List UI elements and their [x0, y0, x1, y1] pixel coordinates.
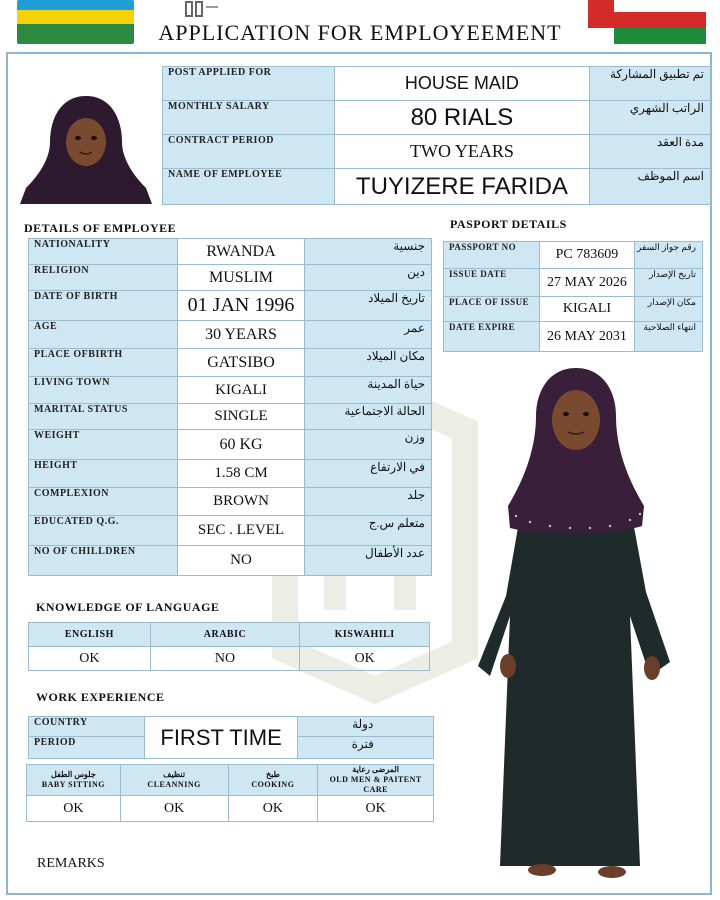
contract-row	[163, 135, 711, 169]
name-row	[163, 169, 711, 205]
work-heading: WORK EXPERIENCE	[36, 690, 165, 704]
details-value: BROWN	[177, 488, 305, 516]
details-row	[29, 321, 432, 349]
page-title: APPLICATION FOR EMPLOYEEMENT	[158, 20, 562, 45]
language-header-arabic: ARABIC	[150, 623, 300, 647]
skill-arabic: طبخ	[265, 770, 280, 779]
details-value: KIGALI	[177, 377, 305, 404]
details-arabic: عمر	[305, 321, 432, 349]
passport-value: 26 MAY 2031	[539, 322, 635, 352]
portrait-photo	[20, 92, 152, 204]
details-value: RWANDA	[177, 239, 305, 265]
details-arabic: دين	[305, 265, 432, 291]
passport-row	[444, 297, 703, 322]
details-arabic: جنسية	[305, 239, 432, 265]
details-row	[29, 265, 432, 291]
details-row	[29, 546, 432, 576]
post-value: HOUSE MAID	[334, 67, 590, 101]
details-arabic: في الارتفاع	[305, 460, 432, 488]
contract-label: CONTRACT PERIOD	[163, 135, 335, 169]
agency-logo	[184, 0, 224, 18]
skill-value: OK	[120, 796, 228, 822]
skill-value: OK	[318, 796, 434, 822]
language-header-english: ENGLISH	[29, 623, 151, 647]
passport-row	[444, 322, 703, 352]
work-table	[28, 716, 434, 759]
details-value: 01 JAN 1996	[177, 291, 305, 321]
salary-row	[163, 101, 711, 135]
passport-value: KIGALI	[539, 297, 635, 322]
skill-value: OK	[228, 796, 318, 822]
skill-label: COOKING	[251, 780, 295, 789]
post-row	[163, 67, 711, 101]
details-label: RELIGION	[29, 265, 178, 291]
contract-arabic: مدة العقد	[590, 135, 711, 169]
details-arabic: عدد الأطفال	[305, 546, 432, 576]
details-row	[29, 488, 432, 516]
passport-value: 27 MAY 2026	[539, 269, 635, 297]
language-value-arabic: NO	[150, 647, 300, 671]
details-table	[28, 238, 432, 576]
details-label: MARITAL STATUS	[29, 404, 178, 430]
language-value-english: OK	[29, 647, 151, 671]
details-value: MUSLIM	[177, 265, 305, 291]
details-value: 1.58 CM	[177, 460, 305, 488]
skill-header	[27, 765, 121, 796]
details-value: SINGLE	[177, 404, 305, 430]
details-label: AGE	[29, 321, 178, 349]
work-experience-value: FIRST TIME	[144, 717, 298, 759]
details-label: COMPLEXION	[29, 488, 178, 516]
details-label: LIVING TOWN	[29, 377, 178, 404]
name-arabic: اسم الموظف	[590, 169, 711, 205]
skills-table	[26, 764, 434, 822]
salary-label: MONTHLY SALARY	[163, 101, 335, 135]
passport-arabic: مكان الإصدار	[635, 297, 703, 322]
details-arabic: حياة المدينة	[305, 377, 432, 404]
full-body-photo	[470, 366, 682, 880]
language-heading: KNOWLEDGE OF LANGUAGE	[36, 600, 220, 614]
passport-table	[443, 241, 703, 352]
skill-arabic: المرضى رعاية	[352, 765, 400, 774]
passport-heading: PASPORT DETAILS	[450, 217, 567, 231]
passport-label: DATE EXPIRE	[444, 322, 540, 352]
period-label: PERIOD	[29, 737, 145, 759]
details-row	[29, 349, 432, 377]
passport-label: PASSPORT NO	[444, 242, 540, 269]
skill-label: BABY SITTING	[41, 780, 106, 789]
details-row	[29, 291, 432, 321]
details-row	[29, 516, 432, 546]
post-arabic: تم تطبيق المشاركة	[590, 67, 711, 101]
passport-arabic: رقم جواز السفر	[635, 242, 703, 269]
language-value-kiswahili: OK	[300, 647, 430, 671]
details-value: 60 KG	[177, 430, 305, 460]
passport-label: PLACE OF ISSUE	[444, 297, 540, 322]
details-label: NO OF CHILLDREN	[29, 546, 178, 576]
details-arabic: متعلم س.ج	[305, 516, 432, 546]
passport-arabic: انتهاء الصلاحية	[635, 322, 703, 352]
country-label: COUNTRY	[29, 717, 145, 737]
country-arabic: دولة	[298, 717, 434, 737]
passport-row	[444, 242, 703, 269]
details-value: NO	[177, 546, 305, 576]
details-heading: DETAILS OF EMPLOYEE	[24, 221, 177, 235]
language-table	[28, 622, 430, 671]
details-label: NATIONALITY	[29, 239, 178, 265]
language-header-kiswahili: KISWAHILI	[300, 623, 430, 647]
skill-label: CLEANNING	[147, 780, 201, 789]
details-row	[29, 430, 432, 460]
period-arabic: فترة	[298, 737, 434, 759]
details-arabic: وزن	[305, 430, 432, 460]
details-label: DATE OF BIRTH	[29, 291, 178, 321]
skill-arabic: جلوس الطفل	[50, 770, 96, 779]
post-label: POST APPLIED FOR	[163, 67, 335, 101]
details-value: 30 YEARS	[177, 321, 305, 349]
details-arabic: الحالة الاجتماعية	[305, 404, 432, 430]
passport-label: ISSUE DATE	[444, 269, 540, 297]
skill-header	[120, 765, 228, 796]
name-label: NAME OF EMPLOYEE	[163, 169, 335, 205]
skill-value: OK	[27, 796, 121, 822]
salary-value: 80 RIALS	[334, 101, 590, 135]
passport-value: PC 783609	[539, 242, 635, 269]
passport-row	[444, 269, 703, 297]
contract-value: TWO YEARS	[334, 135, 590, 169]
details-label: EDUCATED Q.G.	[29, 516, 178, 546]
skill-label: OLD MEN & PAITENT CARE	[329, 775, 422, 794]
details-arabic: جلد	[305, 488, 432, 516]
details-row	[29, 239, 432, 265]
skill-header	[318, 765, 434, 796]
passport-arabic: تاريخ الإصدار	[635, 269, 703, 297]
details-value: SEC . LEVEL	[177, 516, 305, 546]
employee-name: TUYIZERE FARIDA	[334, 169, 590, 205]
details-label: WEIGHT	[29, 430, 178, 460]
details-value: GATSIBO	[177, 349, 305, 377]
skill-arabic: تنظيف	[163, 770, 186, 779]
details-row	[29, 460, 432, 488]
details-row	[29, 404, 432, 430]
skill-header	[228, 765, 318, 796]
details-arabic: مكان الميلاد	[305, 349, 432, 377]
remarks-label: REMARKS	[37, 856, 105, 871]
details-label: PLACE OFBIRTH	[29, 349, 178, 377]
details-arabic: تاريخ الميلاد	[305, 291, 432, 321]
post-table	[162, 66, 711, 205]
salary-arabic: الراتب الشهري	[590, 101, 711, 135]
details-row	[29, 377, 432, 404]
details-label: HEIGHT	[29, 460, 178, 488]
